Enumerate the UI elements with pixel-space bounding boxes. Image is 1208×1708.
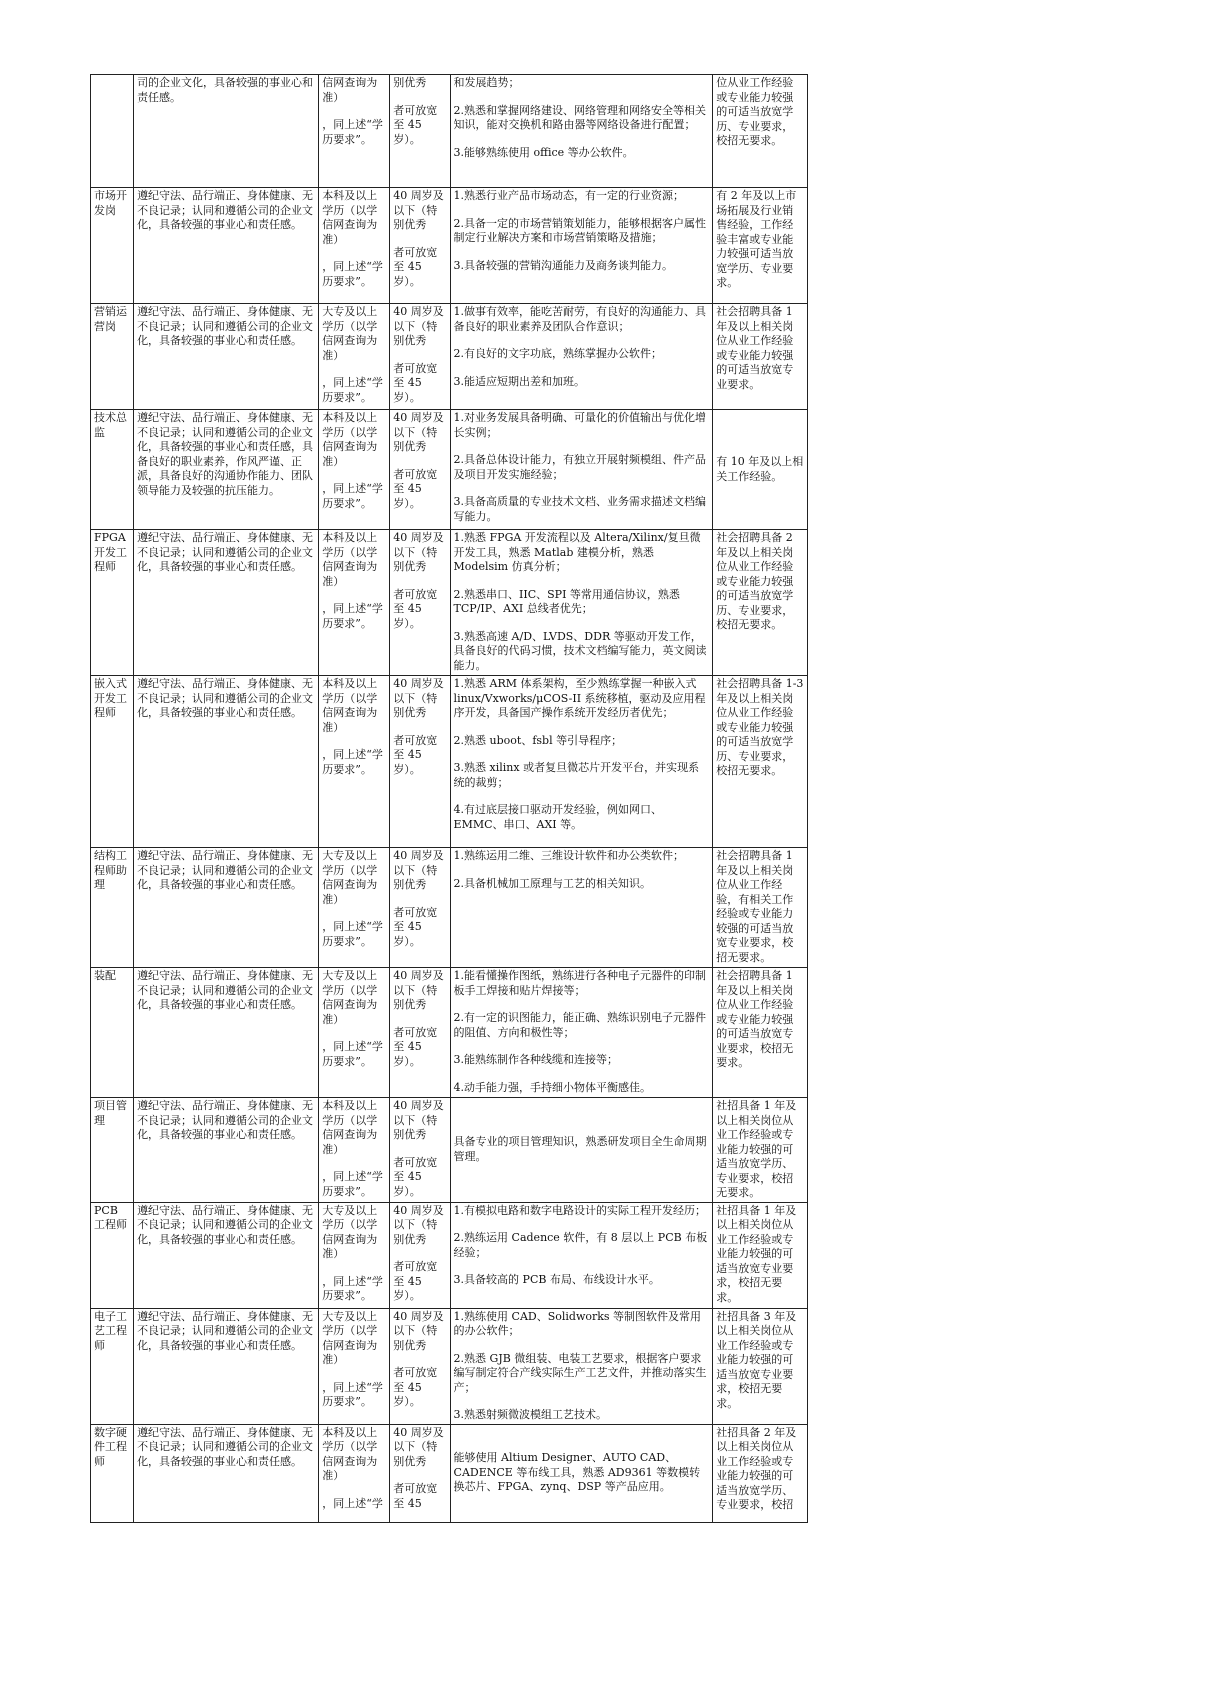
age-cell bbox=[390, 188, 450, 304]
cell-text: 遵纪守法、品行端正、身体健康、无不良记录；认同和遵循公司的企业文化，具备较强的事业心和责任感。 bbox=[137, 1309, 314, 1352]
requirements-cell bbox=[450, 188, 713, 304]
cell-text: 社会招聘具备 1 年及以上相关岗位从业工作经验或专业能力较强的可适当放宽专业要求。 bbox=[716, 305, 794, 391]
cell-text: 结构工程师助理 bbox=[94, 849, 127, 891]
cell-text: 司的企业文化，具备较强的事业心和责任感。 bbox=[137, 76, 314, 104]
cell-text: 3.能够熟练使用 office 等办公软件。 bbox=[453, 145, 634, 159]
position-cell bbox=[91, 1424, 134, 1522]
cell-text: 1.能看懂操作图纸，熟练进行各种电子元器件的印制板手工焊接和贴片焊接等； bbox=[453, 969, 707, 997]
cell-text: FPGA 开发工程师 bbox=[94, 531, 127, 573]
cell-text: 市场开发岗 bbox=[94, 189, 127, 217]
cell-text: 2.熟悉串口、IIC、SPI 等常用通信协议，熟悉 TCP/IP、AXI 总线者优先； bbox=[453, 587, 680, 615]
age-cell bbox=[390, 1308, 450, 1424]
cell-text: ，同上述“学 bbox=[322, 1496, 383, 1510]
table-row bbox=[91, 410, 808, 530]
cell-text: 40 周岁及以下（特别优秀 bbox=[393, 1099, 444, 1141]
cell-text: 40 周岁及以下（特别优秀 bbox=[393, 969, 444, 1011]
education-cell bbox=[319, 1424, 390, 1522]
cell-text: 社会招聘具备 1-3 年及以上相关岗位从业工作经验或专业能力较强的可适当放宽学历、专业要求，校招无要求。 bbox=[716, 677, 804, 777]
experience-cell bbox=[713, 1424, 808, 1522]
cell-text: 遵纪守法、品行端正、身体健康、无不良记录；认同和遵循公司的企业文化，具备较强的事业心和责任感。 bbox=[137, 969, 314, 1011]
cell-text: 者可放宽至 45 岁）。 bbox=[393, 1025, 438, 1068]
experience-cell bbox=[713, 968, 808, 1098]
position-cell bbox=[91, 676, 134, 848]
age-cell bbox=[390, 1424, 450, 1522]
experience-cell bbox=[713, 676, 808, 848]
cell-text: 社会招聘具备 1 年及以上相关岗位从业工作经验或专业能力较强的可适当放宽专业要求，校招无要求。 bbox=[716, 969, 794, 1069]
ethics-cell bbox=[134, 1098, 319, 1203]
cell-text: 有 2 年及以上市场拓展及行业销售经验，工作经验丰富或专业能力较强可适当放宽学历、专业要求。 bbox=[716, 189, 797, 289]
cell-text: 40 周岁及以下（特别优秀 bbox=[393, 677, 444, 719]
cell-text: 2.有良好的文字功底，熟练掌握办公软件； bbox=[453, 347, 663, 360]
education-cell bbox=[319, 968, 390, 1098]
education-cell bbox=[319, 1202, 390, 1308]
experience-cell bbox=[713, 1202, 808, 1308]
cell-text: 者可放宽至 45 岁）。 bbox=[393, 587, 438, 630]
cell-text: 3.具备较强的营销沟通能力及商务谈判能力。 bbox=[453, 258, 674, 272]
cell-text: 能够使用 Altium Designer、AUTO CAD、CADENCE 等布线工具，熟悉 AD9361 等数模转换芯片、FPGA、zynq、DSP 等产品应用。 bbox=[453, 1451, 701, 1494]
cell-text: 遵纪守法、品行端正、身体健康、无不良记录；认同和遵循公司的企业文化，具备较强的事业心和责任感，具备良好的职业素养，作风严谨、正派，具备良好的沟通协作能力、团队领导能力及较强的抗压能力。 bbox=[137, 411, 314, 497]
age-cell bbox=[390, 676, 450, 848]
cell-text: 具备专业的项目管理知识，熟悉研发项目全生命周期管理。 bbox=[453, 1135, 707, 1163]
experience-cell bbox=[713, 848, 808, 968]
cell-text: 3.能熟练制作各种线缆和连接等； bbox=[453, 1053, 619, 1066]
cell-text: 社招具备 1 年及以上相关岗位从业工作经验或专业能力较强的可适当放宽专业要求，校招无要求。 bbox=[716, 1203, 797, 1304]
cell-text: 2.熟练运用 Cadence 软件，有 8 层以上 PCB 布板经验； bbox=[453, 1231, 708, 1259]
cell-text: 40 周岁及以下（特别优秀 bbox=[393, 1425, 444, 1468]
cell-text: 40 周岁及以下（特别优秀 bbox=[393, 1309, 444, 1352]
cell-text: 技术总监 bbox=[94, 411, 127, 439]
cell-text: 2.有一定的识图能力，能正确、熟练识别电子元器件的阻值、方向和极性等； bbox=[453, 1011, 707, 1039]
document-page bbox=[90, 74, 808, 1523]
requirements-cell bbox=[450, 968, 713, 1098]
cell-text: 社招具备 2 年及以上相关岗位从业工作经验或专业能力较强的可适当放宽学历、专业要求，校招 bbox=[716, 1425, 797, 1511]
cell-text: 3.具备高质量的专业技术文档、业务需求描述文档编写能力。 bbox=[453, 495, 707, 523]
position-cell bbox=[91, 1202, 134, 1308]
cell-text: 大专及以上学历（以学信网查询为准） bbox=[322, 849, 378, 906]
education-cell bbox=[319, 848, 390, 968]
requirements-cell bbox=[450, 1202, 713, 1308]
cell-text: 40 周岁及以下（特别优秀 bbox=[393, 305, 444, 347]
cell-text: 大专及以上学历（以学信网查询为准） bbox=[322, 969, 378, 1026]
requirements-cell bbox=[450, 304, 713, 410]
cell-text: 本科及以上学历（以学信网查询为准） bbox=[322, 677, 378, 734]
cell-text: 2.具备总体设计能力，有独立开展射频模组、件产品及项目开发实施经验； bbox=[453, 453, 707, 481]
position-cell bbox=[91, 410, 134, 530]
cell-text: 40 周岁及以下（特别优秀 bbox=[393, 531, 444, 573]
cell-text: 遵纪守法、品行端正、身体健康、无不良记录；认同和遵循公司的企业文化，具备较强的事业心和责任感。 bbox=[137, 531, 314, 573]
cell-text: 3.熟悉高速 A/D、LVDS、DDR 等驱动开发工作，具备良好的代码习惯，技术文档编写能力，英文阅读能力。 bbox=[453, 629, 707, 672]
ethics-cell bbox=[134, 848, 319, 968]
ethics-cell bbox=[134, 75, 319, 188]
cell-text: 者可放宽至 45 岁）。 bbox=[393, 467, 438, 510]
cell-text: 大专及以上学历（以学信网查询为准） bbox=[322, 1309, 378, 1366]
position-cell bbox=[91, 75, 134, 188]
cell-text: 者可放宽至 45 bbox=[393, 1482, 438, 1510]
age-cell bbox=[390, 75, 450, 188]
age-cell bbox=[390, 304, 450, 410]
cell-text: 本科及以上学历（以学信网查询为准） bbox=[322, 1099, 378, 1156]
cell-text: 3.熟悉 xilinx 或者复旦微芯片开发平台，并实现系统的裁剪； bbox=[453, 761, 700, 789]
cell-text: ，同上述“学历要求”。 bbox=[322, 118, 383, 146]
cell-text: 1.熟练使用 CAD、Solidworks 等制图软件及常用的办公软件； bbox=[453, 1309, 702, 1337]
ethics-cell bbox=[134, 1424, 319, 1522]
cell-text: 电子工艺工程师 bbox=[94, 1309, 127, 1352]
cell-text: 项目管理 bbox=[94, 1099, 127, 1127]
cell-text: 4.有过底层接口驱动开发经验，例如网口、EMMC、串口、AXI 等。 bbox=[453, 803, 663, 831]
ethics-cell bbox=[134, 410, 319, 530]
cell-text: 营销运营岗 bbox=[94, 305, 127, 333]
age-cell bbox=[390, 410, 450, 530]
cell-text: 遵纪守法、品行端正、身体健康、无不良记录；认同和遵循公司的企业文化，具备较强的事业心和责任感。 bbox=[137, 1099, 314, 1141]
education-cell bbox=[319, 1098, 390, 1203]
education-cell bbox=[319, 1308, 390, 1424]
cell-text: 社会招聘具备 1 年及以上相关岗位从业工作经验，有相关工作经验或专业能力较强的可适当放宽专业要求，校招无要求。 bbox=[716, 849, 794, 964]
experience-cell bbox=[713, 1098, 808, 1203]
position-cell bbox=[91, 1308, 134, 1424]
cell-text: 遵纪守法、品行端正、身体健康、无不良记录；认同和遵循公司的企业文化，具备较强的事业心和责任感。 bbox=[137, 1203, 314, 1246]
cell-text: 信网查询为准） bbox=[322, 76, 378, 104]
age-cell bbox=[390, 530, 450, 676]
cell-text: ，同上述“学历要求”。 bbox=[322, 1274, 383, 1302]
cell-text: 者可放宽至 45 岁）。 bbox=[393, 103, 438, 146]
table-row bbox=[91, 1424, 808, 1522]
cell-text: 嵌入式开发工程师 bbox=[94, 677, 127, 719]
cell-text: 40 周岁及以下（特别优秀 bbox=[393, 189, 444, 231]
cell-text: 遵纪守法、品行端正、身体健康、无不良记录；认同和遵循公司的企业文化，具备较强的事业心和责任感。 bbox=[137, 677, 314, 719]
cell-text: 3.熟悉射频微波模组工艺技术。 bbox=[453, 1408, 608, 1421]
cell-text: 本科及以上学历（以学信网查询为准） bbox=[322, 1425, 378, 1482]
education-cell bbox=[319, 676, 390, 848]
cell-text: 者可放宽至 45 岁）。 bbox=[393, 361, 438, 404]
cell-text: 遵纪守法、品行端正、身体健康、无不良记录；认同和遵循公司的企业文化，具备较强的事业心和责任感。 bbox=[137, 849, 314, 891]
education-cell bbox=[319, 188, 390, 304]
cell-text: 4.动手能力强，手持细小物体平衡感佳。 bbox=[453, 1080, 652, 1094]
cell-text: ，同上述“学历要求”。 bbox=[322, 376, 383, 404]
ethics-cell bbox=[134, 676, 319, 848]
table-row bbox=[91, 530, 808, 676]
position-cell bbox=[91, 188, 134, 304]
cell-text: 2.熟悉和掌握网络建设、网络管理和网络安全等相关知识，能对交换机和路由器等网络设备进行配置； bbox=[453, 103, 707, 131]
cell-text: 3.具备较高的 PCB 布局、布线设计水平。 bbox=[453, 1273, 660, 1286]
position-cell bbox=[91, 848, 134, 968]
cell-text: ，同上述“学历要求”。 bbox=[322, 260, 383, 288]
cell-text: 大专及以上学历（以学信网查询为准） bbox=[322, 1203, 378, 1260]
job-table-body bbox=[91, 75, 808, 1523]
cell-text: 装配 bbox=[94, 969, 116, 982]
cell-text: 遵纪守法、品行端正、身体健康、无不良记录；认同和遵循公司的企业文化，具备较强的事业心和责任感。 bbox=[137, 189, 314, 231]
cell-text: 社招具备 1 年及以上相关岗位从业工作经验或专业能力较强的可适当放宽学历、专业要求，校招无要求。 bbox=[716, 1099, 797, 1199]
position-cell bbox=[91, 530, 134, 676]
ethics-cell bbox=[134, 968, 319, 1098]
experience-cell bbox=[713, 75, 808, 188]
experience-cell bbox=[713, 410, 808, 530]
education-cell bbox=[319, 75, 390, 188]
ethics-cell bbox=[134, 1308, 319, 1424]
experience-cell bbox=[713, 1308, 808, 1424]
requirements-cell bbox=[450, 75, 713, 188]
table-row bbox=[91, 848, 808, 968]
cell-text: 40 周岁及以下（特别优秀 bbox=[393, 411, 444, 453]
cell-text: 1.熟悉行业产品市场动态，有一定的行业资源； bbox=[453, 189, 685, 202]
cell-text: PCB 工程师 bbox=[94, 1203, 127, 1231]
cell-text: 40 周岁及以下（特别优秀 bbox=[393, 1203, 444, 1246]
cell-text: 1.熟悉 FPGA 开发流程以及 Altera/Xilinx/复旦微开发工具，熟悉 Matlab 建模分析，熟悉 Modelsim 仿真分析； bbox=[453, 531, 701, 573]
cell-text: 者可放宽至 45 岁）。 bbox=[393, 905, 438, 948]
education-cell bbox=[319, 304, 390, 410]
age-cell bbox=[390, 848, 450, 968]
position-cell bbox=[91, 968, 134, 1098]
table-row bbox=[91, 968, 808, 1098]
job-requirements-table bbox=[90, 74, 808, 1523]
requirements-cell bbox=[450, 1308, 713, 1424]
cell-text: ，同上述“学历要求”。 bbox=[322, 482, 383, 510]
cell-text: 1.熟悉 ARM 体系架构，至少熟练掌握一种嵌入式 linux/Vxworks/μCOS-II 系统移植，驱动及应用程序开发，具备国产操作系统开发经历者优先； bbox=[453, 677, 706, 719]
cell-text: ，同上述“学历要求”。 bbox=[322, 1040, 383, 1068]
position-cell bbox=[91, 304, 134, 410]
cell-text: ，同上述“学历要求”。 bbox=[322, 920, 383, 948]
cell-text: ，同上述“学历要求”。 bbox=[322, 602, 383, 630]
ethics-cell bbox=[134, 1202, 319, 1308]
cell-text: 1.做事有效率，能吃苦耐劳，有良好的沟通能力、具备良好的职业素养及团队合作意识； bbox=[453, 305, 707, 333]
cell-text: 2.具备机械加工原理与工艺的相关知识。 bbox=[453, 876, 652, 890]
cell-text: 和发展趋势； bbox=[453, 76, 520, 89]
table-row bbox=[91, 1098, 808, 1203]
cell-text: ，同上述“学历要求”。 bbox=[322, 748, 383, 776]
experience-cell bbox=[713, 530, 808, 676]
cell-text: 2.熟悉 GJB 微组装、电装工艺要求，根据客户要求编写制定符合产线实际生产工艺文件，并推动落实生产； bbox=[453, 1351, 707, 1394]
education-cell bbox=[319, 410, 390, 530]
requirements-cell bbox=[450, 1098, 713, 1203]
table-row bbox=[91, 75, 808, 188]
table-row bbox=[91, 676, 808, 848]
position-cell bbox=[91, 1098, 134, 1203]
cell-text: 者可放宽至 45 岁）。 bbox=[393, 1260, 438, 1302]
age-cell bbox=[390, 968, 450, 1098]
requirements-cell bbox=[450, 848, 713, 968]
cell-text: 2.熟悉 uboot、fsbl 等引导程序； bbox=[453, 733, 623, 747]
cell-text: 者可放宽至 45 岁）。 bbox=[393, 245, 438, 288]
cell-text: 3.能适应短期出差和加班。 bbox=[453, 374, 586, 388]
cell-text: 本科及以上学历（以学信网查询为准） bbox=[322, 531, 378, 588]
cell-text: 1.对业务发展具备明确、可量化的价值输出与优化增长实例； bbox=[453, 411, 707, 439]
requirements-cell bbox=[450, 1424, 713, 1522]
cell-text: 遵纪守法、品行端正、身体健康、无不良记录；认同和遵循公司的企业文化，具备较强的事业心和责任感。 bbox=[137, 305, 314, 347]
table-row bbox=[91, 1308, 808, 1424]
cell-text: 有 10 年及以上相关工作经验。 bbox=[716, 455, 804, 483]
age-cell bbox=[390, 1202, 450, 1308]
education-cell bbox=[319, 530, 390, 676]
requirements-cell bbox=[450, 676, 713, 848]
cell-text: 者可放宽至 45 岁）。 bbox=[393, 733, 438, 776]
experience-cell bbox=[713, 188, 808, 304]
cell-text: 1.熟练运用二维、三维设计软件和办公类软件； bbox=[453, 849, 685, 862]
ethics-cell bbox=[134, 530, 319, 676]
cell-text: ，同上述“学历要求”。 bbox=[322, 1170, 383, 1198]
age-cell bbox=[390, 1098, 450, 1203]
cell-text: 位从业工作经验或专业能力较强的可适当放宽学历、专业要求，校招无要求。 bbox=[716, 76, 794, 147]
ethics-cell bbox=[134, 304, 319, 410]
experience-cell bbox=[713, 304, 808, 410]
requirements-cell bbox=[450, 530, 713, 676]
cell-text: 数字硬件工程师 bbox=[94, 1425, 127, 1468]
table-row bbox=[91, 304, 808, 410]
requirements-cell bbox=[450, 410, 713, 530]
cell-text: 社招具备 3 年及以上相关岗位从业工作经验或专业能力较强的可适当放宽专业要求，校招无要求。 bbox=[716, 1309, 797, 1410]
cell-text: 大专及以上学历（以学信网查询为准） bbox=[322, 305, 378, 362]
cell-text: 者可放宽至 45 岁）。 bbox=[393, 1155, 438, 1198]
cell-text: 者可放宽至 45 岁）。 bbox=[393, 1366, 438, 1408]
cell-text: 别优秀 bbox=[393, 76, 427, 89]
cell-text: 本科及以上学历（以学信网查询为准） bbox=[322, 189, 378, 246]
ethics-cell bbox=[134, 188, 319, 304]
cell-text: 社会招聘具备 2 年及以上相关岗位从业工作经验或专业能力较强的可适当放宽学历、专业要求，校招无要求。 bbox=[716, 531, 794, 631]
cell-text: 遵纪守法、品行端正、身体健康、无不良记录；认同和遵循公司的企业文化，具备较强的事业心和责任感。 bbox=[137, 1425, 314, 1468]
cell-text: 本科及以上学历（以学信网查询为准） bbox=[322, 411, 378, 468]
cell-text: 1.有模拟电路和数字电路设计的实际工程开发经历； bbox=[453, 1203, 707, 1217]
cell-text: 40 周岁及以下（特别优秀 bbox=[393, 849, 444, 891]
cell-text: ，同上述“学历要求”。 bbox=[322, 1380, 383, 1408]
cell-text: 2.具备一定的市场营销策划能力，能够根据客户属性制定行业解决方案和市场营销策略及措施； bbox=[453, 216, 707, 244]
table-row bbox=[91, 188, 808, 304]
table-row bbox=[91, 1202, 808, 1308]
